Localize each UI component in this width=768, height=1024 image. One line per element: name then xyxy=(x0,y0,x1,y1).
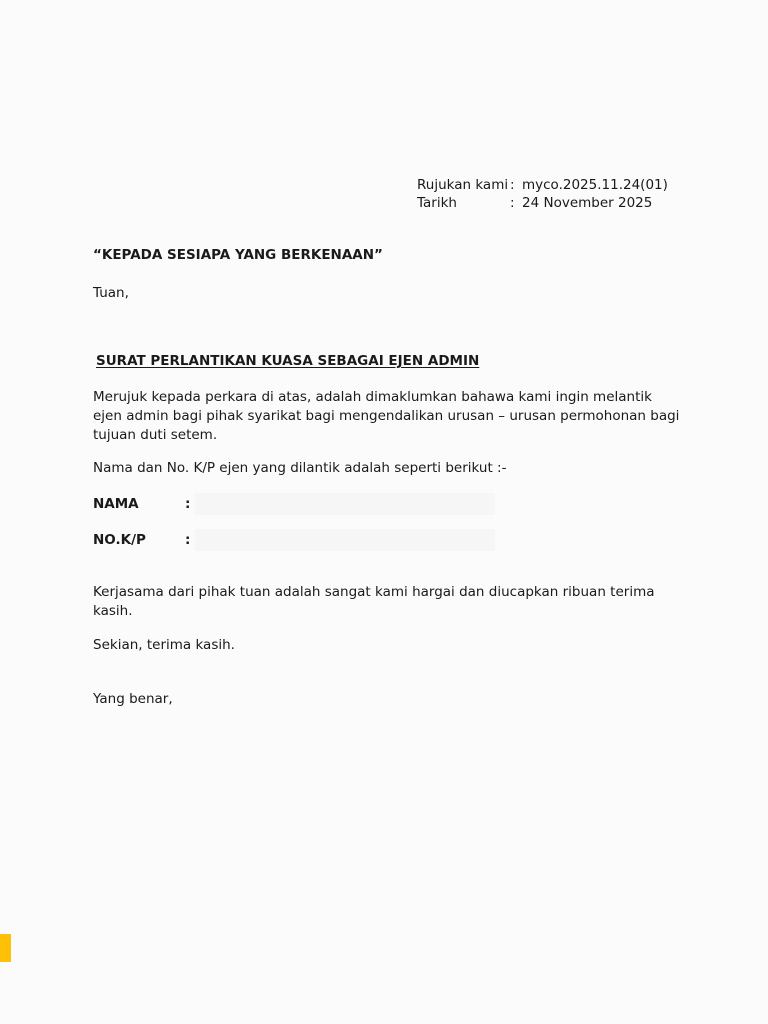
closing-line: Sekian, terima kasih. xyxy=(93,637,235,653)
intro-paragraph: Merujuk kepada perkara di atas, adalah dimaklumkan bahawa kami ingin melantik ejen admin bagi pihak syarikat bagi mengendalikan urusan – urusan permohonan bagi tujuan duti setem. xyxy=(93,389,680,443)
name-colon: : xyxy=(185,496,191,512)
accent-bar xyxy=(0,934,11,962)
reference-label: Rujukan kami xyxy=(417,177,509,193)
addressee: “KEPADA SESIAPA YANG BERKENAAN” xyxy=(93,247,383,263)
ic-colon: : xyxy=(185,532,191,548)
reference-colon: : xyxy=(510,177,515,193)
details-intro-paragraph: Nama dan No. K/P ejen yang dilantik adalah seperti berikut :- xyxy=(93,460,507,476)
sign-off: Yang benar, xyxy=(93,691,173,707)
name-label: NAMA xyxy=(93,496,139,512)
ic-label: NO.K/P xyxy=(93,532,146,548)
salutation: Tuan, xyxy=(93,285,129,301)
name-value-field xyxy=(195,493,495,515)
subject-title: SURAT PERLANTIKAN KUASA SEBAGAI EJEN ADMIN xyxy=(96,353,480,369)
thanks-paragraph: Kerjasama dari pihak tuan adalah sangat kami hargai dan diucapkan ribuan terima kasih. xyxy=(93,584,655,619)
ic-value-field xyxy=(195,529,495,551)
date-colon: : xyxy=(510,195,515,211)
reference-value: myco.2025.11.24(01) xyxy=(522,177,668,193)
date-value: 24 November 2025 xyxy=(522,195,653,211)
date-label: Tarikh xyxy=(417,195,457,211)
